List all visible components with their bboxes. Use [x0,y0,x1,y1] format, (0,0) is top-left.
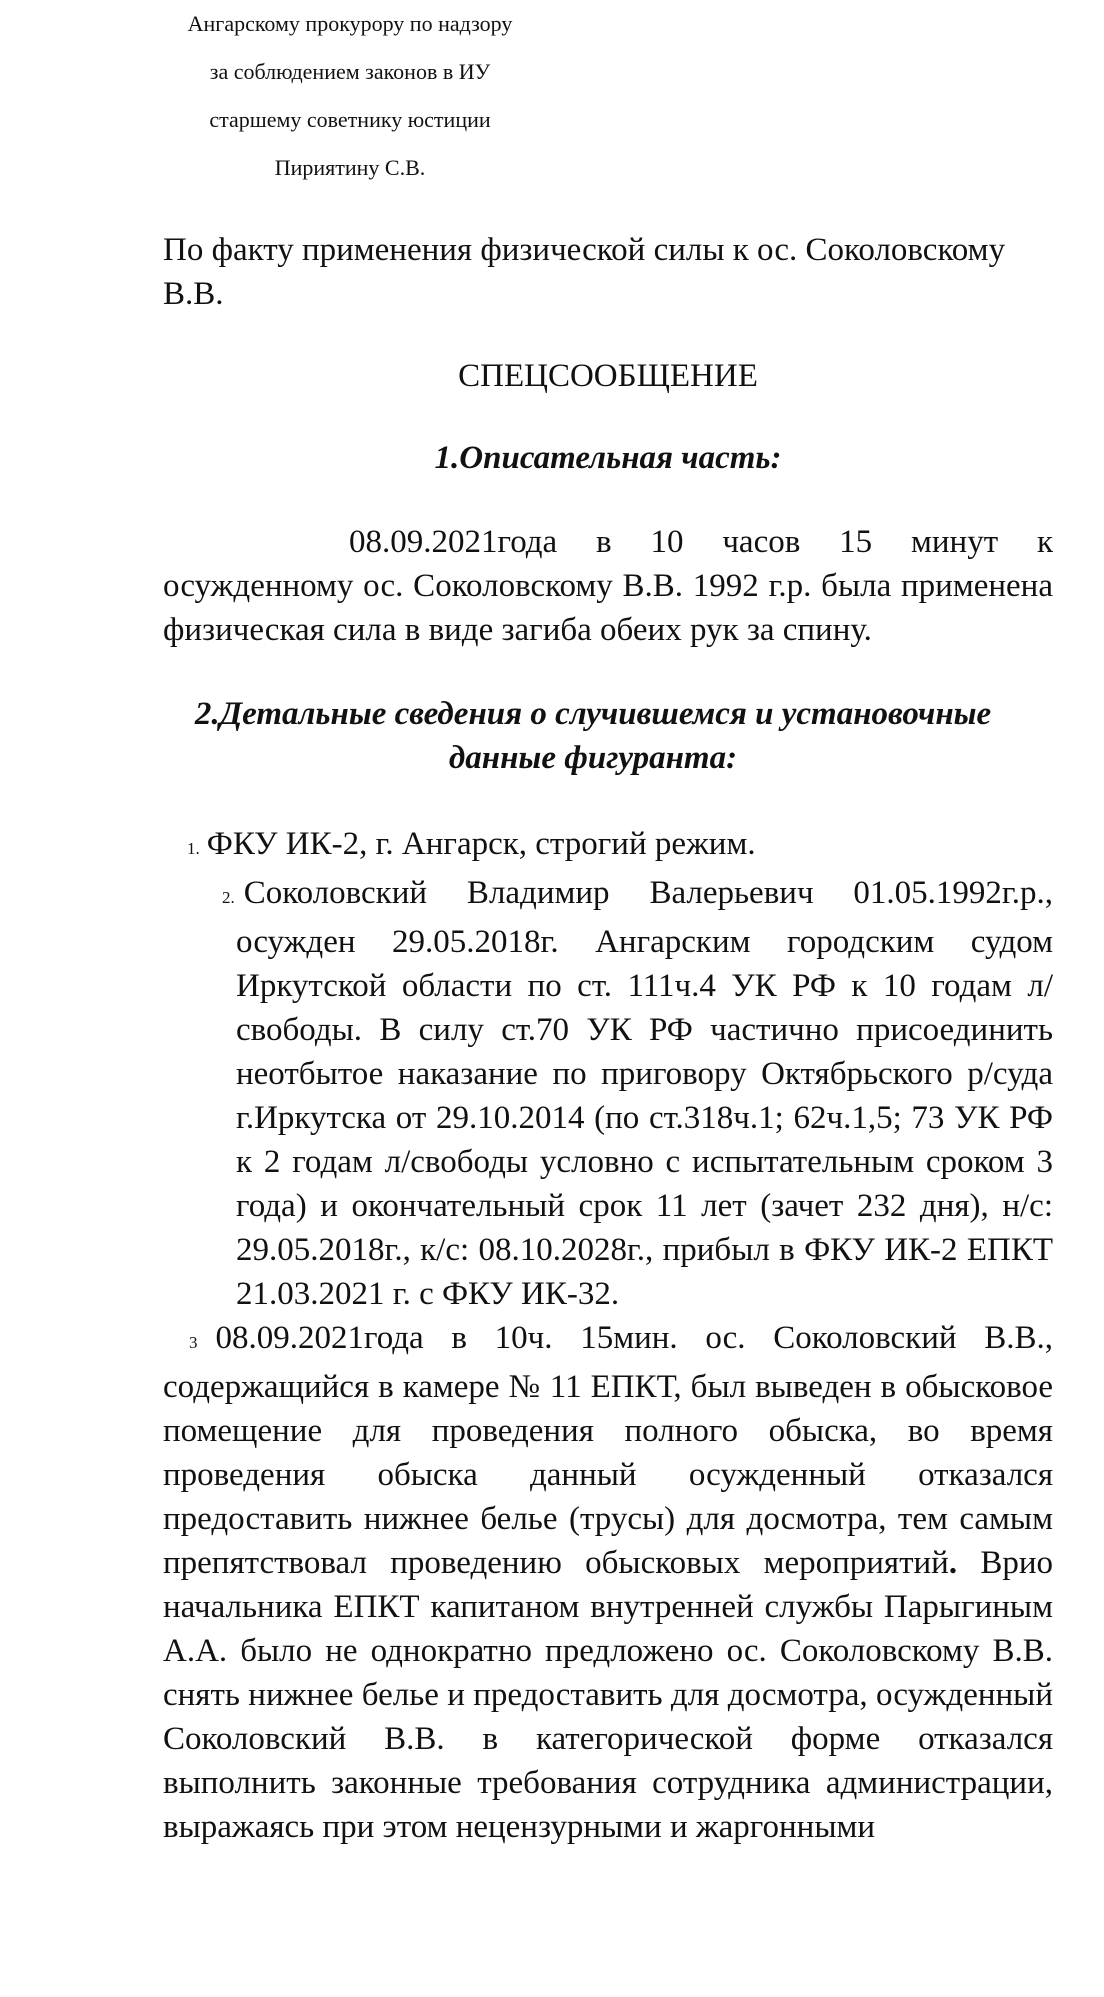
list-item-3-number: 3 [189,1333,198,1352]
addressee-line-4: Пириятину С.В. [274,155,426,180]
list-item-3-bold-period: . [948,1545,958,1581]
section-2-heading: 2.Детальные сведения о случившемся и установочные данные фигуранта: [194,696,992,776]
list-item-2 [222,871,1053,1316]
section-1-heading: 1.Описательная часть: [434,440,782,476]
list-item-1-text: ФКУ ИК-2, г. Ангарск, строгий режим. [206,826,756,862]
list-item-2-number: 2. [222,888,235,907]
list-item-3-text-a: 08.09.2021года в 10ч. 15мин. ос. Соколовский В.В., содержащийся в камере № 11 ЕПКТ, был выведен в обысковое помещение для проведения полного обыска, во время проведения обыска данный осужденный отказался предоставить нижнее белье (трусы) для досмотра, тем самым препятствовал проведению обысковых мероприятий [163,1320,1053,1581]
document-body [163,228,1053,1849]
list-item-3-text-b: Врио начальника ЕПКТ капитаном внутренней службы Парыгиным А.А. было не однократно предложено ос. Соколовскому В.В. снять нижнее белье и предоставить для досмотра, осужденный Соколовский В.В. в категорической форме отказался выполнить законные требования сотрудника администрации, выражаясь при этом нецензурными и жаргонными [163,1545,1054,1845]
subject-line: По факту применения физической силы к ос. Соколовскому В.В. [163,232,1006,312]
list-item-1 [187,822,1053,871]
addressee-line-3: старшему советнику юстиции [209,107,491,132]
list-item-3 [163,1316,1053,1849]
addressee-block [150,0,550,192]
list-item-2-text: Соколовский Владимир Валерьевич 01.05.1992г.р., осужден 29.05.2018г. Ангарским городским судом Иркутской области по ст. 111ч.4 УК РФ к 10 годам л/свободы. В силу ст.70 УК РФ частично присоединить неотбытое наказание по приговору Октябрьского р/суда г.Иркутска от 29.10.2014 (по ст.318ч.1; 62ч.1,5; 73 УК РФ к 2 годам л/свободы условно с испытательным сроком 3 года) и окончательный срок 11 лет (зачет 232 дня), н/с: 29.05.2018г., к/с: 08.10.2028г., прибыл в ФКУ ИК-2 ЕПКТ 21.03.2021 г. с ФКУ ИК-32. [236,875,1053,1312]
document-title: СПЕЦСООБЩЕНИЕ [458,358,758,394]
list-item-1-number: 1. [187,839,200,858]
addressee-line-1: Ангарскому прокурору по надзору [187,11,513,36]
addressee-line-2: за соблюдением законов в ИУ [209,59,491,84]
section-1-text: 08.09.2021года в 10 часов 15 минут к осужденному ос. Соколовскому В.В. 1992 г.р. была применена физическая сила в виде загиба обеих рук за спину. [163,524,1053,648]
